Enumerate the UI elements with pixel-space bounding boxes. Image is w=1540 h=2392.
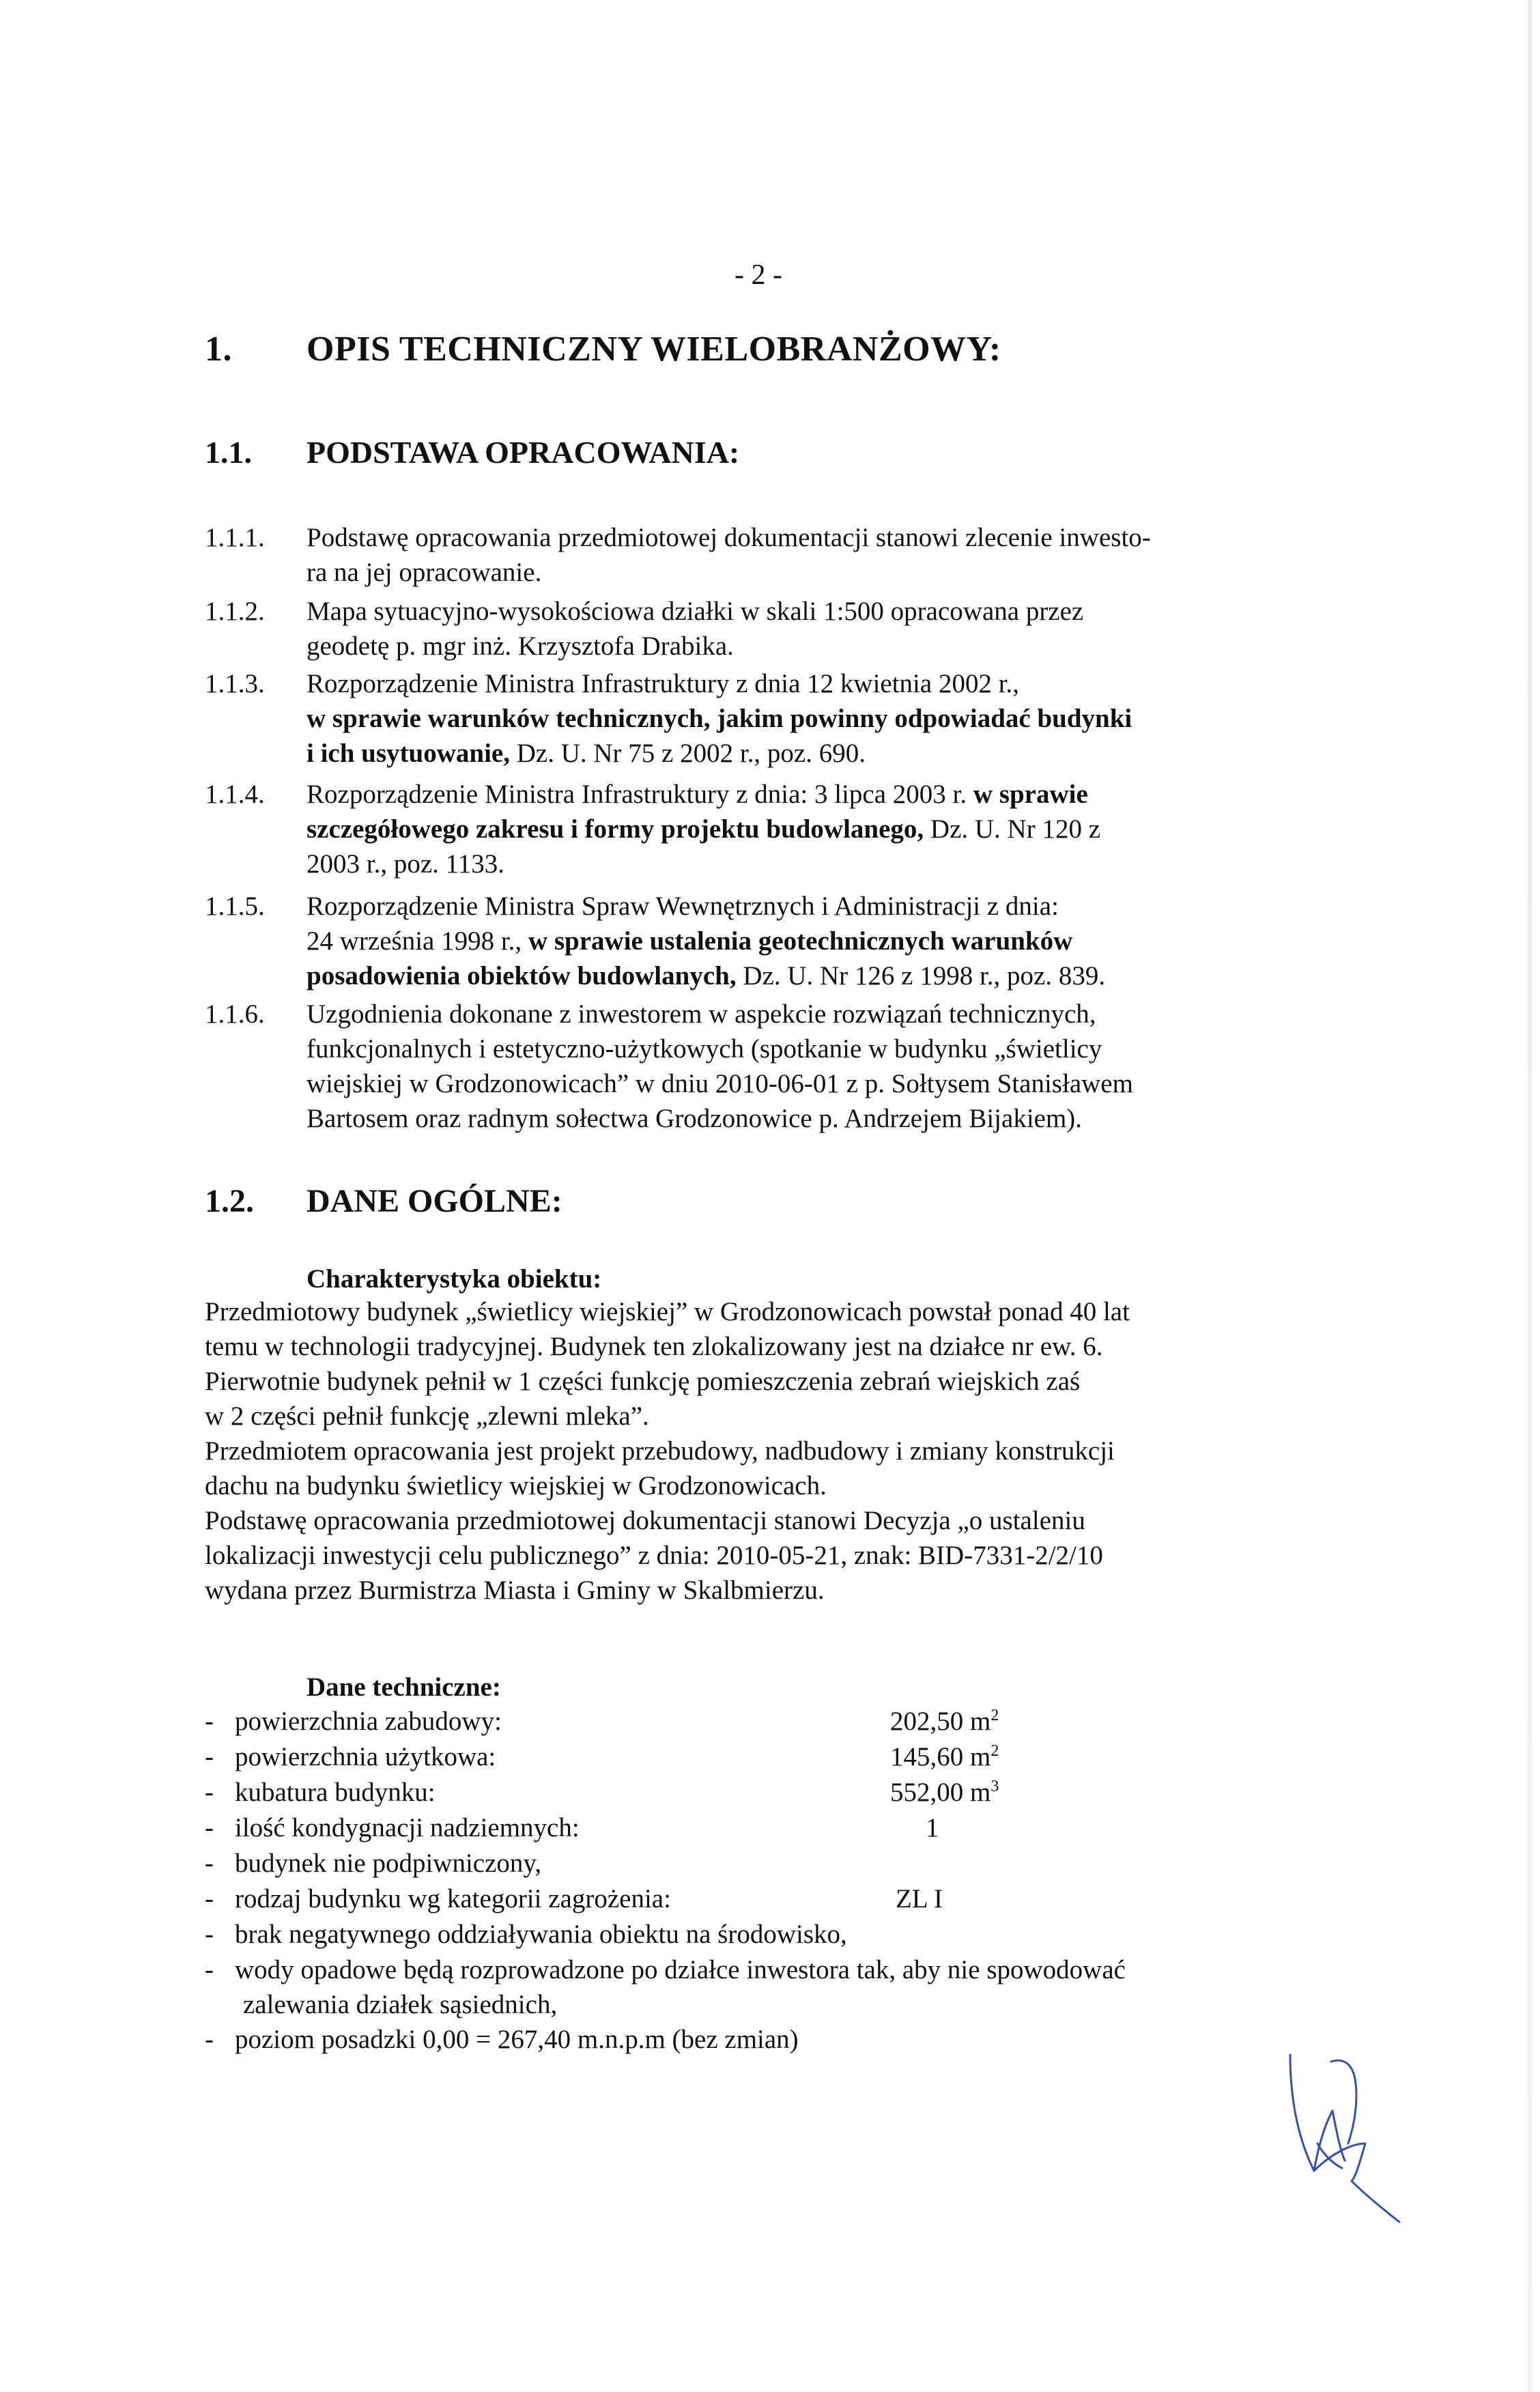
paragraph-line: Przedmiotem opracowania jest projekt przebudowy, nadbudowy i zmiany konstrukcji <box>205 1436 1115 1466</box>
subheading-charakterystyka: Charakterystyka obiektu: <box>306 1264 602 1294</box>
item-number: 1.1.6. <box>205 999 265 1029</box>
bullet-dash: - <box>205 1707 214 1736</box>
paragraph-line: w 2 części pełnił funkcję „zlewni mleka”. <box>205 1401 649 1431</box>
section-number: 1.2. <box>205 1183 254 1219</box>
main-heading-number: 1. <box>205 330 232 369</box>
bullet-dash: - <box>205 1813 214 1842</box>
spec-row <box>205 1952 1365 2022</box>
spec-row <box>205 1881 1365 1916</box>
spec-label: ilość kondygnacji nadziemnych: <box>235 1813 580 1842</box>
list-item-1-1-6 <box>205 997 1365 1140</box>
item-line: 2003 r., poz. 1133. <box>306 849 504 879</box>
spec-label-continued: zalewania działek sąsiednich, <box>243 1990 558 2019</box>
list-item-1-1-5 <box>205 889 1365 998</box>
section-heading-1-2 <box>205 1182 1297 1223</box>
spec-label: rodzaj budynku wg kategorii zagrożenia: <box>235 1884 671 1913</box>
item-line: posadowienia obiektów budowlanych, Dz. U. Nr 126 z 1998 r., poz. 839. <box>306 961 1106 991</box>
page-number: - 2 - <box>735 259 782 291</box>
item-line: Rozporządzenie Ministra Infrastruktury z dnia: 3 lipca 2003 r. w sprawie <box>306 780 1088 809</box>
bullet-dash: - <box>205 1884 214 1913</box>
paragraph-line: Podstawę opracowania przedmiotowej dokumentacji stanowi Decyzja „o ustaleniu <box>205 1506 1085 1535</box>
spec-value: 145,60 $m^2$ <box>890 1742 999 1771</box>
bullet-dash: - <box>205 1920 214 1949</box>
item-number: 1.1.2. <box>205 597 265 626</box>
spec-label: powierzchnia użytkowa: <box>235 1742 496 1771</box>
item-number: 1.1.4. <box>205 780 265 809</box>
item-line: Mapa sytuacyjno-wysokościowa działki w skali 1:500 opracowana przez <box>306 597 1084 626</box>
spec-value: 202,50 $m^2$ <box>890 1707 999 1736</box>
spec-row <box>205 1917 1365 1952</box>
spec-value: 552,00 $m^3$ <box>890 1778 999 1807</box>
item-line: ra na jej opracowanie. <box>306 558 542 587</box>
item-line: szczegółowego zakresu i formy projektu budowlanego, Dz. U. Nr 120 z <box>306 814 1101 844</box>
main-heading <box>205 329 1297 377</box>
item-line: Rozporządzenie Ministra Infrastruktury z dnia 12 kwietnia 2002 r., <box>306 669 1020 698</box>
subheading-dane-techniczne: Dane techniczne: <box>306 1672 501 1702</box>
spec-row <box>205 1704 1365 1739</box>
paragraph-line: dachu na budynku świetlicy wiejskiej w Grodzonowicach. <box>205 1471 827 1500</box>
spec-label: wody opadowe będą rozprowadzone po działce inwestora tak, aby nie spowodować <box>235 1955 1126 1984</box>
section-number: 1.1. <box>205 435 252 470</box>
item-line: 24 września 1998 r., w sprawie ustalenia geotechnicznych warunków <box>306 926 1073 956</box>
item-number: 1.1.5. <box>205 892 265 921</box>
paragraph-line: temu w technologii tradycyjnej. Budynek ten zlokalizowany jest na działce nr ew. 6. <box>205 1332 1103 1361</box>
spec-label: poziom posadzki 0,00 = 267,40 m.n.p.m (bez zmian) <box>235 2025 799 2054</box>
item-number: 1.1.3. <box>205 669 265 698</box>
item-line: Bartosem oraz radnym sołectwa Grodzonowice p. Andrzejem Bijakiem). <box>306 1104 1083 1133</box>
item-number: 1.1.1. <box>205 523 265 552</box>
item-line: i ich usytuowanie, Dz. U. Nr 75 z 2002 r., poz. 690. <box>306 739 866 768</box>
spec-row <box>205 1739 1365 1774</box>
paragraph-line: Przedmiotowy budynek „świetlicy wiejskiej” w Grodzonowicach powstał ponad 40 lat <box>205 1297 1130 1326</box>
spec-row <box>205 2022 1365 2057</box>
spec-row <box>205 1810 1365 1845</box>
charakterystyka-paragraph <box>205 1294 1365 1608</box>
paragraph-line: wydana przez Burmistrza Miasta i Gminy w Skalbmierzu. <box>205 1576 825 1605</box>
item-line: wiejskiej w Grodzonowicach” w dniu 2010-06-01 z p. Sołtysem Stanisławem <box>306 1069 1133 1098</box>
section-title: PODSTAWA OPRACOWANIA: <box>306 435 740 470</box>
section-heading-1-1 <box>205 434 1297 475</box>
item-line: Uzgodnienia dokonane z inwestorem w aspekcie rozwiązań technicznych, <box>306 999 1096 1029</box>
spec-label: budynek nie podpiwniczony, <box>235 1849 542 1878</box>
spec-label: powierzchnia zabudowy: <box>235 1707 502 1736</box>
section-title: DANE OGÓLNE: <box>306 1183 562 1219</box>
paragraph-line: lokalizacji inwestycji celu publicznego” z dnia: 2010-05-21, znak: BID-7331-2/2/10 <box>205 1541 1103 1570</box>
list-item-1-1-1 <box>205 520 1365 595</box>
item-line: Rozporządzenie Ministra Spraw Wewnętrznych i Administracji z dnia: <box>306 892 1059 921</box>
bullet-dash: - <box>205 2025 214 2054</box>
spec-row <box>205 1846 1365 1881</box>
main-heading-title: OPIS TECHNICZNY WIELOBRANŻOWY: <box>306 330 1001 369</box>
spec-value: 1 <box>926 1813 939 1842</box>
bullet-dash: - <box>205 1849 214 1878</box>
list-item-1-1-3 <box>205 666 1365 775</box>
bullet-dash: - <box>205 1778 214 1807</box>
spec-row <box>205 1775 1365 1810</box>
bullet-dash: - <box>205 1955 214 1984</box>
item-line: funkcjonalnych i estetyczno-użytkowych (spotkanie w budynku „świetlicy <box>306 1034 1102 1064</box>
item-line-bold: w sprawie warunków technicznych, jakim powinny odpowiadać budynki <box>306 704 1132 733</box>
spec-label: brak negatywnego oddziaływania obiektu na środowisko, <box>235 1920 847 1949</box>
bullet-dash: - <box>205 1742 214 1771</box>
spec-label: kubatura budynku: <box>235 1778 436 1807</box>
item-line: geodetę p. mgr inż. Krzysztofa Drabika. <box>306 631 734 661</box>
list-item-1-1-4 <box>205 777 1365 886</box>
list-item-1-1-2 <box>205 594 1365 669</box>
signature-icon <box>1277 2041 1413 2225</box>
paragraph-line: Pierwotnie budynek pełnił w 1 części funkcję pomieszczenia zebrań wiejskich zaś <box>205 1367 1081 1396</box>
item-line: Podstawę opracowania przedmiotowej dokumentacji stanowi zlecenie inwesto- <box>306 523 1151 552</box>
scan-edge <box>1528 0 1532 2392</box>
spec-value: ZL I <box>896 1884 943 1913</box>
